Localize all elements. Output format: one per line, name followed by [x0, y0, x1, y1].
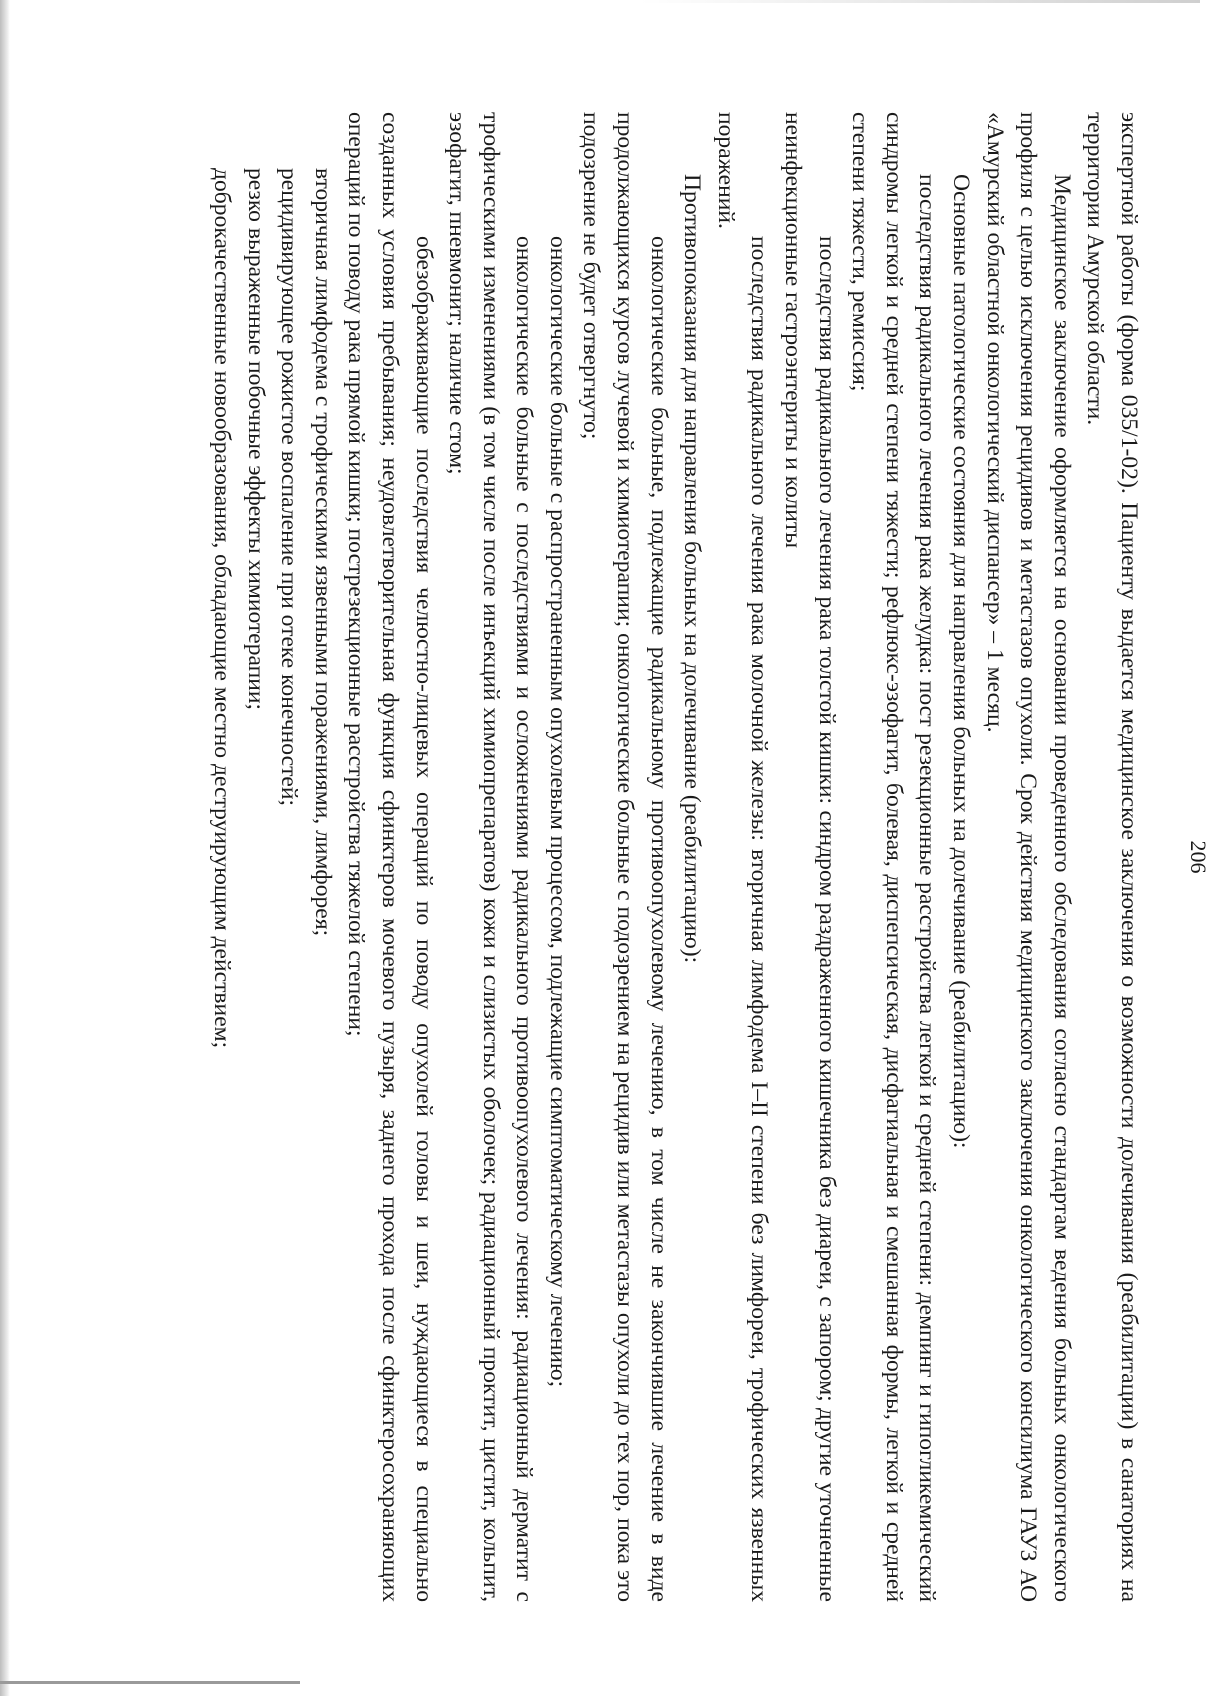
paragraph: обезображивающие последствия челюстно-лицевых операций по поводу опухолей головы и шеи, нуждающиеся в специально созданных условия пребывания; неудовлетворительная функция сфинктеров мочевого пузыря, заднего прохода после сфинктеросохраняющих операций по поводу рака прямой кишки; пострезекционные расстройства тяжелой степени; [343, 112, 437, 1602]
paragraph: онкологические больные, подлежащие радикальному противоопухолевому лечению, в том числе не закончившие лечение в виде продолжающихся курсов лучевой и химиотерапии; онкологические больные с подозрением на рецидив или метастазы опухоли до тех пор, пока это подозрение не будет отвергнуто; [578, 112, 672, 1602]
scan-edge-top [640, 0, 1200, 3]
scan-edge-bottom [0, 1681, 300, 1684]
paragraph: последствия радикального лечения рака толстой кишки: синдром раздраженного кишечника без диареи, с запором; другие уточненные неинфекционные гастроэнтериты и колиты [780, 112, 840, 1602]
paragraph: онкологические больные с последствиями и осложнениями радикального противоопухолевого лечения: радиационный дерматит с трофическими изменениями (в том числе после инъекций химиопрепаратов) кожи и слизистых оболочек; радиационный проктит, цистит, кольпит, эзофагит, пневмонит; наличие стом; [444, 112, 538, 1602]
paragraph: последствия радикального лечения рака желудка: пост резекционные расстройства легкой и средней степени: демпинг и гипогликемический синдромы легкой и средней степени тяжести; рефлюкс-эзофагит, болевая, диспепсическая, дисфагиальная и смешанная формы, легкой и средней степени тяжести, ремиссия; [847, 112, 941, 1602]
page-number: 206 [1186, 840, 1211, 874]
list-item: доброкачественные новообразования, обладающие местно деструирующим действием; [208, 168, 235, 1049]
paragraph: Основные патологические состояния для направления больных на долечивание (реабилитацию): [948, 174, 975, 1149]
paragraph: экспертной работы (форма 035/1-02). Пациенту выдается медицинское заключения о возможности долечивания (реабилитации) в санаториях на территории Амурской области. [1082, 112, 1142, 1602]
list-item: рецидивирующее рожистое воспаление при отеке конечностей; [276, 168, 303, 807]
paragraph: последствия радикального лечения рака молочной железы: вторичная лимфодема I–II степени без лимфореи, трофических язвенных поражений. [712, 112, 773, 1602]
rotated-text-block [185, 112, 1211, 1602]
document-body [204, 112, 1145, 1602]
scan-edge-left [0, 0, 10, 1696]
paragraph: Противопоказания для направления больных на долечивание (реабилитацию): [679, 174, 706, 964]
list-item: резко выраженные побочные эффекты химиотерапии; [242, 168, 269, 711]
paragraph: онкологические больные с распространенным опухолевым процессом, подлежащие симптоматическому лечению; [544, 236, 571, 1388]
list-item: вторичная лимфодема с трофическими язвенными поражениями, лимфорея; [309, 168, 336, 937]
paragraph: Медицинское заключение оформляется на основании проведенного обследования согласно стандартам ведения больных онкологического профиля с целью исключения рецидивов и метастазов опухоли. Срок действия медицинского заключения онкологического консилиума ГАУЗ АО «Амурский областной онкологический диспансер» – 1 месяц. [981, 112, 1075, 1602]
